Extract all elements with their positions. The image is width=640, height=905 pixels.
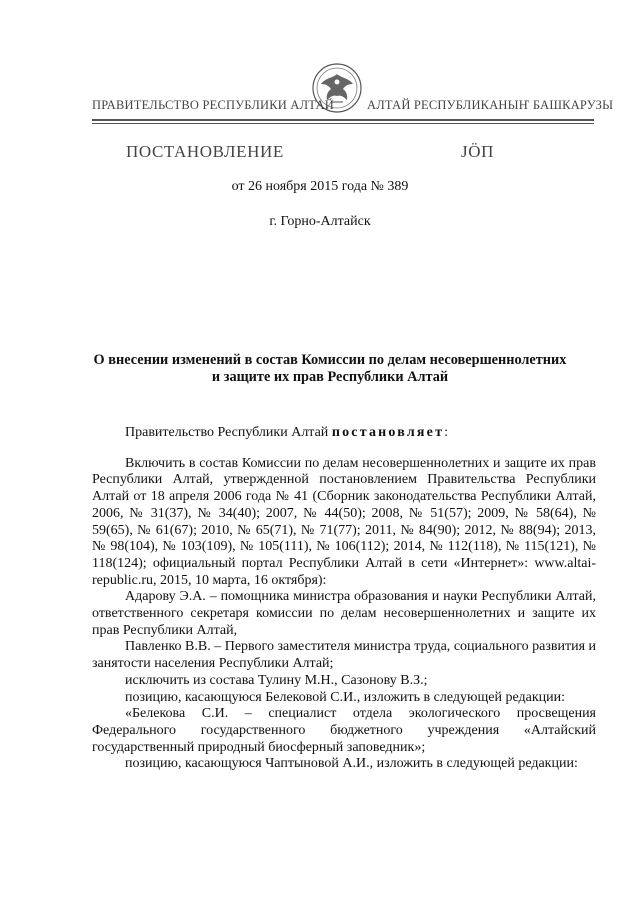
preamble-keyword: постановляет bbox=[331, 425, 445, 440]
document-body bbox=[92, 425, 596, 773]
preamble-text: Правительство Республики Алтай bbox=[125, 425, 332, 440]
org-name-russian: ПРАВИТЕЛЬСТВО РЕСПУБЛИКИ АЛТАЙ bbox=[92, 98, 334, 112]
header-divider bbox=[92, 119, 594, 121]
document-city: г. Горно-Алтайск bbox=[269, 214, 371, 229]
document-date-number: от 26 ноября 2015 года № 389 bbox=[231, 179, 409, 194]
body-paragraph: Включить в состав Комиссии по делам несовершеннолетних и защите их прав Республики Алтай, утвержденной постановлением Правительства Республики Алтай от 18 апреля 2006 года № 41 (Сборник законодательства Республики Алтай, 2006, № 31(37), № 34(40); 2007, № 44(50); 2008, № 51(57); 2009, № 58(64), № 59(65), № 61(67); 2010, № 65(71), № 71(77); 2011, № 84(90); 2012, № 88(94); 2013, № 98(104), № 103(109), № 105(111), № 106(112); 2014, № 112(118), № 115(121), № 118(124); официальный портал Республики Алтай в сети «Интернет»: www.altai-republic.ru, 2015, 10 марта, 16 октября): bbox=[92, 455, 596, 588]
header-divider-thin bbox=[92, 123, 594, 124]
body-paragraph: Адарову Э.А. – помощника министра образования и науки Республики Алтай, ответственного секретаря комиссии по делам несовершеннолетних и защите их прав Республики Алтай, bbox=[92, 589, 596, 638]
title-line-1: О внесении изменений в состав Комиссии по делам несовершеннолетних bbox=[93, 352, 567, 368]
body-paragraph: позицию, касающуюся Чаптыновой А.И., изложить в следующей редакции: bbox=[125, 756, 578, 772]
org-name-altai: АЛТАЙ РЕСПУБЛИКАНЫҤ БАШКАРУЗЫ bbox=[367, 98, 614, 112]
document-title bbox=[80, 352, 580, 386]
document-type-russian: ПОСТАНОВЛЕНИЕ bbox=[126, 142, 284, 161]
body-paragraph: исключить из состава Тулину М.Н., Сазонову В.З.; bbox=[125, 672, 428, 688]
preamble-colon: : bbox=[444, 425, 449, 440]
body-paragraph: Павленко В.В. – Первого заместителя министра труда, социального развития и занятости населения Республики Алтай; bbox=[92, 639, 596, 672]
document-type-altai: ЈӦП bbox=[461, 142, 494, 161]
title-line-2: и защите их прав Республики Алтай bbox=[211, 369, 449, 385]
preamble-paragraph bbox=[92, 425, 596, 442]
body-paragraph: «Белекова С.И. – специалист отдела экологического просвещения Федерального государственного бюджетного учреждения «Алтайский государственный природный биосферный заповедник»; bbox=[92, 706, 596, 755]
body-paragraph: позицию, касающуюся Белековой С.И., изложить в следующей редакции: bbox=[125, 689, 565, 705]
